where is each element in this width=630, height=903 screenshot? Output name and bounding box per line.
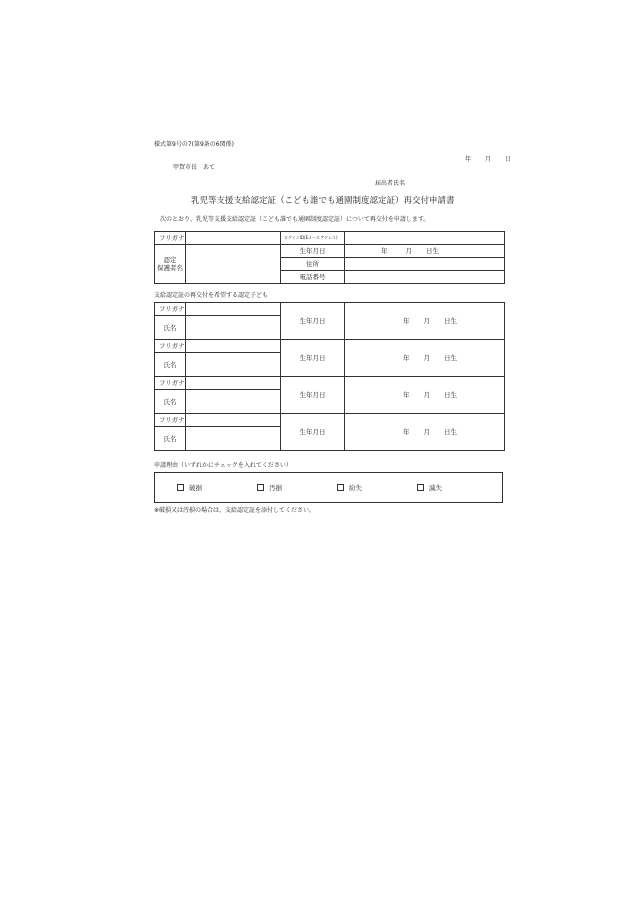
guardian-table xyxy=(154,231,505,284)
addressee: 甲賀市長 あて xyxy=(173,164,216,171)
checkbox-icon[interactable] xyxy=(177,484,184,491)
applicant-name-label: 届出者氏名 xyxy=(375,180,406,187)
child-3-name-field[interactable] xyxy=(186,390,281,414)
login-id-field[interactable] xyxy=(345,232,505,245)
guardian-name-field[interactable] xyxy=(186,245,281,284)
child-4-name-field[interactable] xyxy=(186,427,281,451)
child-1-name-field[interactable] xyxy=(186,316,281,340)
checkbox-icon[interactable] xyxy=(337,484,344,491)
child-4-birth-label: 生年月日 xyxy=(281,414,345,451)
child-4-furigana-field[interactable] xyxy=(186,414,281,427)
reason-lost[interactable]: 紛失 xyxy=(337,484,362,493)
guardian-furigana-label: フリガナ xyxy=(155,232,186,245)
guardian-name-label: 認定 保護者名 xyxy=(155,245,186,284)
date-year: 年 xyxy=(465,156,472,163)
note: ※破損又は汚損の場合は、支給認定証を添付してください。 xyxy=(154,507,316,514)
guardian-phone-label: 電話番号 xyxy=(281,271,345,284)
guardian-address-field[interactable] xyxy=(345,258,505,271)
guardian-birth-label: 生年月日 xyxy=(281,245,345,258)
child-4-birth-field[interactable]: 年 月 日生 xyxy=(345,414,505,451)
child-2-furigana-label: フリガナ xyxy=(155,340,186,353)
child-4-name-label: 氏名 xyxy=(155,427,186,451)
child-3-furigana-label: フリガナ xyxy=(155,377,186,390)
form-title: 乳児等支援支給認定証（こども誰でも通園制度認定証）再交付申請書 xyxy=(191,196,455,206)
reason-heading: 申請理由（いずれかにチェックを入れてください） xyxy=(154,462,292,469)
child-2-birth-field[interactable]: 年 月 日生 xyxy=(345,340,505,377)
checkbox-icon[interactable] xyxy=(257,484,264,491)
child-2-name-label: 氏名 xyxy=(155,353,186,377)
checkbox-icon[interactable] xyxy=(417,484,424,491)
guardian-birth-field[interactable]: 年 月 日生 xyxy=(345,245,505,258)
child-1-birth-label: 生年月日 xyxy=(281,303,345,340)
login-id-label: ログインID(Eメールアドレス) xyxy=(281,232,345,245)
guardian-furigana-field[interactable] xyxy=(186,232,281,245)
child-2-furigana-field[interactable] xyxy=(186,340,281,353)
reason-box xyxy=(154,472,503,503)
children-heading: 支給認定証の再交付を希望する認定子ども xyxy=(154,292,269,299)
children-table xyxy=(154,302,505,451)
child-3-name-label: 氏名 xyxy=(155,390,186,414)
child-3-furigana-field[interactable] xyxy=(186,377,281,390)
child-1-furigana-label: フリガナ xyxy=(155,303,186,316)
child-1-furigana-field[interactable] xyxy=(186,303,281,316)
submission-date xyxy=(465,156,511,164)
guardian-phone-field[interactable] xyxy=(345,271,505,284)
reason-soiled[interactable]: 汚損 xyxy=(257,484,282,493)
form-number: 様式第9号の7(第9条の6関係) xyxy=(154,141,234,148)
child-3-birth-label: 生年月日 xyxy=(281,377,345,414)
reason-destroyed[interactable]: 滅失 xyxy=(417,484,442,493)
guardian-address-label: 住所 xyxy=(281,258,345,271)
child-1-birth-field[interactable]: 年 月 日生 xyxy=(345,303,505,340)
child-2-birth-label: 生年月日 xyxy=(281,340,345,377)
date-month: 月 xyxy=(484,156,491,163)
reason-damaged[interactable]: 破損 xyxy=(177,484,202,493)
child-4-furigana-label: フリガナ xyxy=(155,414,186,427)
date-day: 日 xyxy=(504,156,511,163)
child-3-birth-field[interactable]: 年 月 日生 xyxy=(345,377,505,414)
intro-text: 次のとおり、乳児等支援支給認定証（こども誰でも通園制度認定証）について再交付を申請します。 xyxy=(160,216,430,223)
child-2-name-field[interactable] xyxy=(186,353,281,377)
child-1-name-label: 氏名 xyxy=(155,316,186,340)
